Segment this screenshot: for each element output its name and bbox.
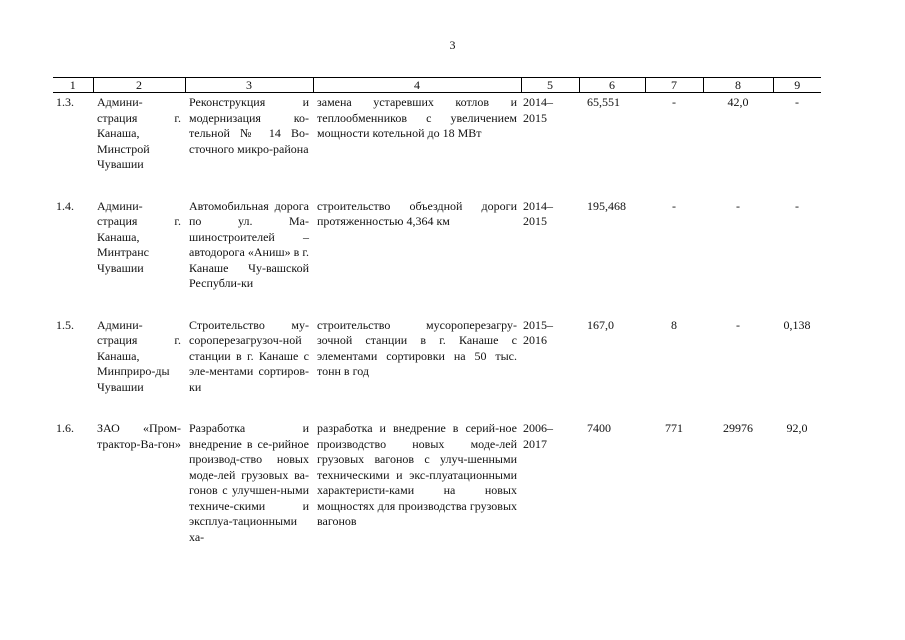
row-years: 2006–2017 (523, 421, 553, 451)
row-col8: 29976 (723, 421, 753, 435)
header-row (53, 78, 821, 93)
row-years: 2015–2016 (523, 317, 553, 347)
row-years: 2014–2015 (523, 198, 553, 228)
row-description: строительство объездной дороги протяженностью 4,364 км (317, 198, 517, 228)
row-number: 1.5. (56, 317, 74, 332)
row-spacer (53, 173, 821, 197)
row-col8: - (736, 198, 740, 213)
row-col7: 8 (671, 317, 677, 332)
table-row (53, 197, 821, 292)
row-spacer (53, 395, 821, 419)
row-col8: - (736, 317, 740, 332)
row-col9: - (795, 198, 799, 213)
row-number: 1.6. (56, 421, 74, 435)
row-organization: Админи-страция г. Канаша, Минприро-ды Чувашии (97, 317, 181, 394)
row-organization: Админи-страция г. Канаша, Минтранс Чувашии (97, 198, 181, 275)
row-spacer (53, 292, 821, 316)
page-number: 3 (449, 38, 456, 52)
row-col9: - (795, 95, 799, 109)
row-col7: - (672, 198, 676, 213)
col-header-4: 4 (313, 78, 521, 93)
row-col6: 195,468 (587, 198, 626, 213)
row-project-name: Автомобильная дорога по ул. Ма-шиностроителей – автодорога «Аниш» в г. Канаше Чу-вашской Республи-ки (189, 198, 309, 290)
table-row (53, 316, 821, 396)
col-header-3: 3 (185, 78, 313, 93)
row-description: строительство мусороперезагру-зочной станции в г. Канаше с элементами сортировки на 50 тыс. тонн в год (317, 317, 517, 378)
col-header-5: 5 (521, 78, 579, 93)
row-col6: 65,551 (587, 95, 620, 109)
row-col9: 92,0 (786, 421, 808, 435)
row-description: разработка и внедрение в серий-ное производство новых моде-лей грузовых вагонов с улуч-шенными техническими и экс-плуатационными характеристи-ками на новых мощностях для производства грузовых вагонов (317, 421, 517, 528)
row-col7: 771 (665, 421, 683, 435)
row-organization: ЗАО «Пром-трактор-Ва-гон» (97, 421, 181, 451)
row-organization: Админи-страция г. Канаша, Минстрой Чувашии (97, 95, 181, 171)
col-header-1: 1 (53, 78, 93, 93)
row-number: 1.3. (56, 95, 74, 109)
row-col6: 7400 (587, 421, 611, 435)
col-header-2: 2 (93, 78, 185, 93)
row-number: 1.4. (56, 198, 74, 213)
table-row (53, 93, 821, 173)
project-table (53, 77, 821, 545)
row-col7: - (672, 95, 676, 109)
row-project-name: Строительство му-сороперезагрузоч-ной станции в г. Канаше с эле-ментами сортиров-ки (189, 317, 309, 394)
row-project-name: Разработка и внедрение в се-рийное производ-ство новых моде-лей грузовых ва-гонов с улучшен-ными техниче-скими и эксплуа-тационными ха- (189, 421, 309, 544)
col-header-7: 7 (645, 78, 703, 93)
row-col9: 0,138 (783, 317, 811, 332)
row-years: 2014–2015 (523, 95, 553, 125)
row-description: замена устаревших котлов и теплообменников с увеличением мощности котельной до 18 МВт (317, 95, 517, 140)
row-col6: 167,0 (587, 317, 614, 332)
col-header-8: 8 (703, 78, 773, 93)
col-header-6: 6 (579, 78, 645, 93)
col-header-9: 9 (773, 78, 821, 93)
table-row (53, 419, 821, 545)
row-project-name: Реконструкция и модернизация ко-тельной № 14 Во-сточного микро-района (189, 95, 309, 156)
row-col8: 42,0 (727, 95, 749, 109)
